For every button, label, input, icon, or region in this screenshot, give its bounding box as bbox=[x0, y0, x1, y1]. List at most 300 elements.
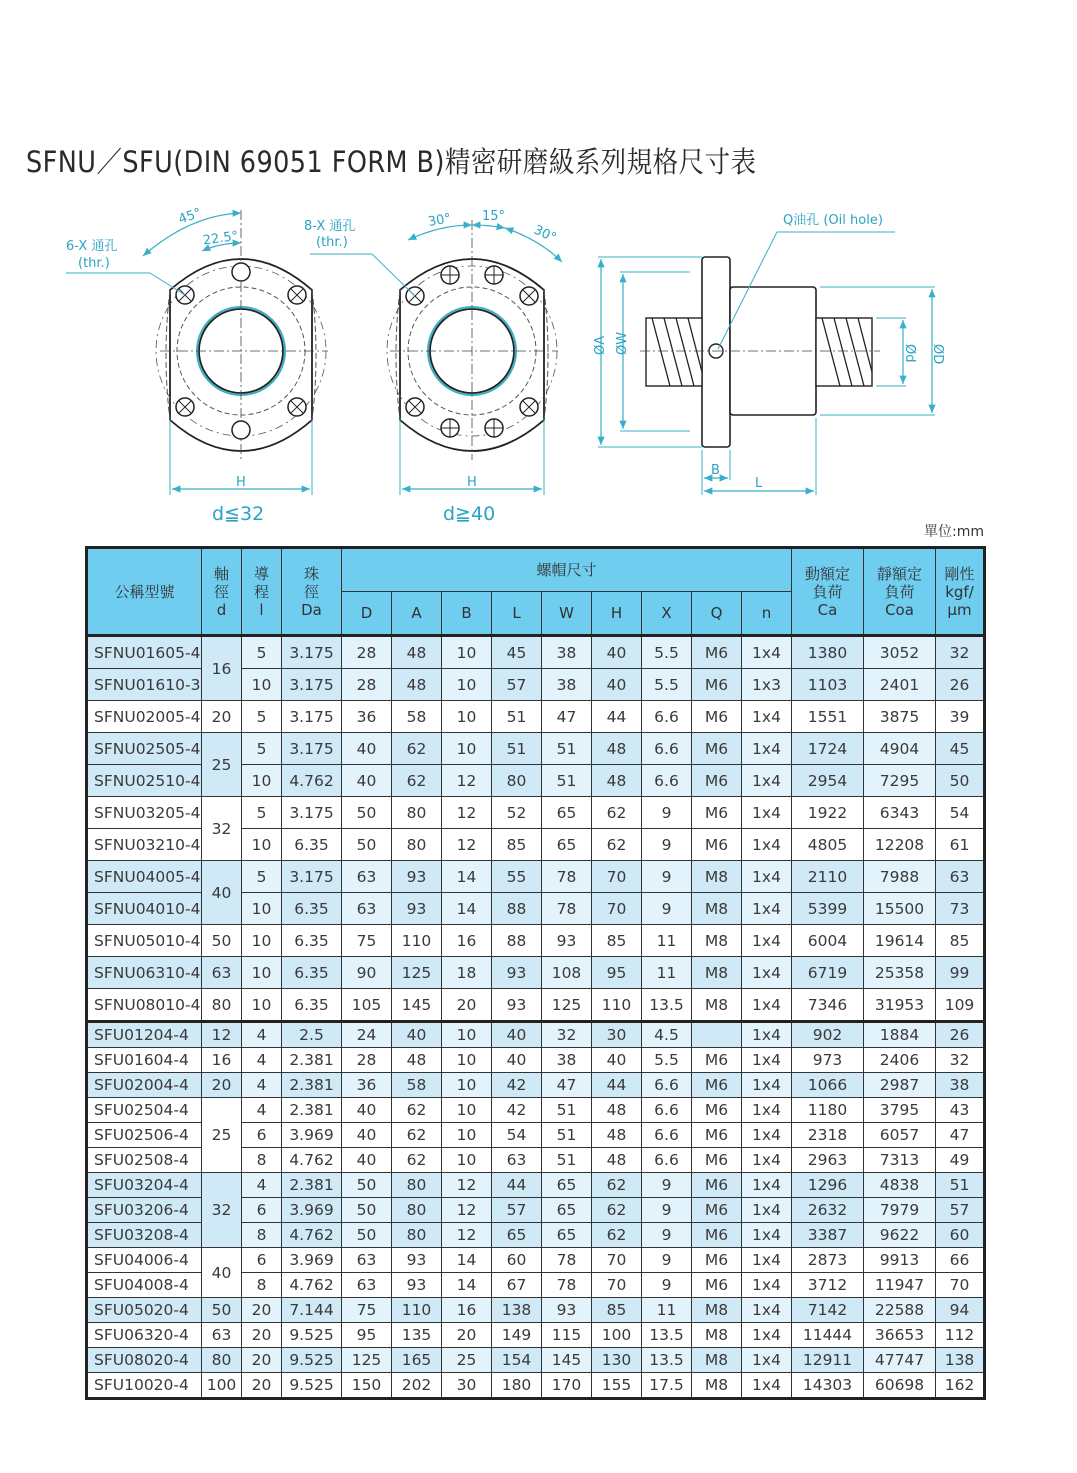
header-nut-col-n: n bbox=[742, 592, 792, 636]
cell-k: 162 bbox=[936, 1373, 985, 1399]
cell-n: 1x4 bbox=[742, 989, 792, 1022]
header-nut-col-b: B bbox=[442, 592, 492, 636]
cell-l: 40 bbox=[492, 1048, 542, 1073]
cell-q: M6 bbox=[692, 1123, 742, 1148]
table-row bbox=[87, 861, 985, 893]
dim-b-label: B bbox=[711, 463, 720, 478]
cell-q bbox=[692, 1022, 742, 1048]
cell-b: 16 bbox=[442, 925, 492, 957]
cell-a: 48 bbox=[392, 636, 442, 669]
cell-coa: 3875 bbox=[864, 701, 936, 733]
cell-model: SFU01204-4 bbox=[87, 1022, 202, 1048]
cell-a: 62 bbox=[392, 1098, 442, 1123]
cell-l: 4 bbox=[242, 1098, 282, 1123]
cell-d: 28 bbox=[342, 669, 392, 701]
dim-d-large-label: ØD bbox=[930, 344, 945, 365]
cell-l: 20 bbox=[242, 1348, 282, 1373]
cell-k: 85 bbox=[936, 925, 985, 957]
cell-l: 180 bbox=[492, 1373, 542, 1399]
cell-coa: 2406 bbox=[864, 1048, 936, 1073]
cell-n: 1x4 bbox=[742, 636, 792, 669]
cell-x: 11 bbox=[642, 925, 692, 957]
cell-da: 3.175 bbox=[282, 636, 342, 669]
cell-model: SFU10020-4 bbox=[87, 1373, 202, 1399]
cell-l: 138 bbox=[492, 1298, 542, 1323]
cell-k: 109 bbox=[936, 989, 985, 1022]
cell-n: 1x3 bbox=[742, 669, 792, 701]
cell-d: 40 bbox=[342, 1123, 392, 1148]
cell-h: 62 bbox=[592, 829, 642, 861]
table-row bbox=[87, 636, 985, 669]
cell-ca: 1296 bbox=[792, 1173, 864, 1198]
cell-b: 12 bbox=[442, 797, 492, 829]
cell-d: 90 bbox=[342, 957, 392, 989]
cell-l: 42 bbox=[492, 1098, 542, 1123]
cell-model: SFNU03210-4 bbox=[87, 829, 202, 861]
cell-da: 2.381 bbox=[282, 1048, 342, 1073]
dim-d-small-label: Ød bbox=[902, 344, 917, 363]
cell-l: 85 bbox=[492, 829, 542, 861]
cell-q: M8 bbox=[692, 925, 742, 957]
cell-k: 54 bbox=[936, 797, 985, 829]
cell-q: M6 bbox=[692, 669, 742, 701]
cell-coa: 7979 bbox=[864, 1198, 936, 1223]
cell-b: 12 bbox=[442, 1198, 492, 1223]
cell-coa: 11947 bbox=[864, 1273, 936, 1298]
header-lead: 導 程 l bbox=[242, 548, 282, 636]
cell-q: M6 bbox=[692, 1248, 742, 1273]
cell-l: 10 bbox=[242, 989, 282, 1022]
cell-h: 62 bbox=[592, 1198, 642, 1223]
cell-n: 1x4 bbox=[742, 1098, 792, 1123]
cell-ca: 2110 bbox=[792, 861, 864, 893]
cell-model: SFNU01610-3 bbox=[87, 669, 202, 701]
cell-a: 93 bbox=[392, 893, 442, 925]
cell-da: 3.969 bbox=[282, 1198, 342, 1223]
cell-a: 125 bbox=[392, 957, 442, 989]
cell-ca: 4805 bbox=[792, 829, 864, 861]
cell-h: 95 bbox=[592, 957, 642, 989]
cell-shaft-diameter: 12 bbox=[202, 1022, 242, 1048]
cell-w: 170 bbox=[542, 1373, 592, 1399]
cell-model: SFU04006-4 bbox=[87, 1248, 202, 1273]
cell-b: 20 bbox=[442, 989, 492, 1022]
cell-d: 105 bbox=[342, 989, 392, 1022]
angle-15-label: 15° bbox=[482, 209, 506, 224]
cell-k: 66 bbox=[936, 1248, 985, 1273]
cell-l: 10 bbox=[242, 765, 282, 797]
header-nut-col-a: A bbox=[392, 592, 442, 636]
cell-shaft-diameter: 20 bbox=[202, 701, 242, 733]
cell-da: 3.969 bbox=[282, 1248, 342, 1273]
cell-da: 2.381 bbox=[282, 1073, 342, 1098]
cell-model: SFU05020-4 bbox=[87, 1298, 202, 1323]
cell-b: 10 bbox=[442, 1073, 492, 1098]
cell-ca: 3712 bbox=[792, 1273, 864, 1298]
cell-l: 60 bbox=[492, 1248, 542, 1273]
cell-da: 3.175 bbox=[282, 669, 342, 701]
cell-k: 138 bbox=[936, 1348, 985, 1373]
cell-shaft-diameter: 32 bbox=[202, 797, 242, 861]
cell-b: 10 bbox=[442, 1022, 492, 1048]
cell-k: 70 bbox=[936, 1273, 985, 1298]
cell-d: 75 bbox=[342, 1298, 392, 1323]
ball-nut-side-view bbox=[598, 232, 935, 495]
cell-model: SFNU01605-4 bbox=[87, 636, 202, 669]
cell-l: 6 bbox=[242, 1248, 282, 1273]
cell-da: 6.35 bbox=[282, 829, 342, 861]
cell-ca: 6719 bbox=[792, 957, 864, 989]
cell-n: 1x4 bbox=[742, 1323, 792, 1348]
cell-ca: 11444 bbox=[792, 1323, 864, 1348]
cell-ca: 1551 bbox=[792, 701, 864, 733]
cell-coa: 47747 bbox=[864, 1348, 936, 1373]
cell-coa: 4904 bbox=[864, 733, 936, 765]
cell-h: 44 bbox=[592, 701, 642, 733]
cell-l: 88 bbox=[492, 925, 542, 957]
cell-coa: 25358 bbox=[864, 957, 936, 989]
cell-coa: 31953 bbox=[864, 989, 936, 1022]
cell-d: 50 bbox=[342, 1223, 392, 1248]
cell-h: 44 bbox=[592, 1073, 642, 1098]
cell-d: 40 bbox=[342, 733, 392, 765]
table-row bbox=[87, 1323, 985, 1348]
cell-shaft-diameter: 50 bbox=[202, 925, 242, 957]
cell-l: 5 bbox=[242, 733, 282, 765]
cell-w: 65 bbox=[542, 797, 592, 829]
cell-q: M6 bbox=[692, 765, 742, 797]
technical-drawings bbox=[0, 195, 1077, 540]
cell-coa: 4838 bbox=[864, 1173, 936, 1198]
cell-x: 6.6 bbox=[642, 1123, 692, 1148]
cell-k: 26 bbox=[936, 1022, 985, 1048]
cell-coa: 3052 bbox=[864, 636, 936, 669]
cell-l: 8 bbox=[242, 1273, 282, 1298]
cell-model: SFNU02505-4 bbox=[87, 733, 202, 765]
cell-q: M6 bbox=[692, 636, 742, 669]
cell-d: 28 bbox=[342, 1048, 392, 1073]
cell-l: 4 bbox=[242, 1048, 282, 1073]
header-nut-col-d: D bbox=[342, 592, 392, 636]
cell-h: 40 bbox=[592, 1048, 642, 1073]
cell-x: 11 bbox=[642, 957, 692, 989]
cell-w: 65 bbox=[542, 1223, 592, 1248]
cell-a: 80 bbox=[392, 1198, 442, 1223]
cell-b: 10 bbox=[442, 733, 492, 765]
cell-b: 10 bbox=[442, 701, 492, 733]
cell-n: 1x4 bbox=[742, 925, 792, 957]
cell-q: M6 bbox=[692, 1148, 742, 1173]
cell-n: 1x4 bbox=[742, 1298, 792, 1323]
header-nut-dimensions: 螺帽尺寸 bbox=[342, 548, 792, 592]
cell-w: 78 bbox=[542, 1248, 592, 1273]
cell-l: 6 bbox=[242, 1123, 282, 1148]
cell-w: 38 bbox=[542, 1048, 592, 1073]
cell-l: 45 bbox=[492, 636, 542, 669]
cell-a: 62 bbox=[392, 765, 442, 797]
cell-x: 13.5 bbox=[642, 1348, 692, 1373]
header-nut-col-l: L bbox=[492, 592, 542, 636]
cell-k: 32 bbox=[936, 636, 985, 669]
cell-ca: 2632 bbox=[792, 1198, 864, 1223]
cell-x: 9 bbox=[642, 1248, 692, 1273]
cell-a: 93 bbox=[392, 861, 442, 893]
cell-k: 32 bbox=[936, 1048, 985, 1073]
cell-n: 1x4 bbox=[742, 1048, 792, 1073]
cell-l: 10 bbox=[242, 957, 282, 989]
header-nut-col-h: H bbox=[592, 592, 642, 636]
dim-w-label: ØW bbox=[615, 331, 630, 355]
cell-x: 9 bbox=[642, 861, 692, 893]
cell-l: 93 bbox=[492, 957, 542, 989]
cell-l: 5 bbox=[242, 797, 282, 829]
cell-q: M6 bbox=[692, 829, 742, 861]
angle-22-5-label: 22.5° bbox=[202, 228, 240, 249]
cell-d: 75 bbox=[342, 925, 392, 957]
cell-model: SFU01604-4 bbox=[87, 1048, 202, 1073]
cell-l: 10 bbox=[242, 669, 282, 701]
cell-model: SFU06320-4 bbox=[87, 1323, 202, 1348]
cell-h: 62 bbox=[592, 1223, 642, 1248]
cell-ca: 973 bbox=[792, 1048, 864, 1073]
cell-d: 50 bbox=[342, 1173, 392, 1198]
cell-n: 1x4 bbox=[742, 1223, 792, 1248]
cell-l: 20 bbox=[242, 1323, 282, 1348]
cell-shaft-diameter: 50 bbox=[202, 1298, 242, 1323]
cell-n: 1x4 bbox=[742, 797, 792, 829]
cell-w: 93 bbox=[542, 1298, 592, 1323]
cell-ca: 1922 bbox=[792, 797, 864, 829]
cell-w: 51 bbox=[542, 1148, 592, 1173]
cell-l: 149 bbox=[492, 1323, 542, 1348]
cell-coa: 3795 bbox=[864, 1098, 936, 1123]
cell-l: 10 bbox=[242, 829, 282, 861]
cell-shaft-diameter: 63 bbox=[202, 1323, 242, 1348]
cell-d: 50 bbox=[342, 1198, 392, 1223]
page-title: SFNU／SFU(DIN 69051 FORM B)精密研磨級系列規格尺寸表 bbox=[26, 145, 757, 179]
cell-k: 26 bbox=[936, 669, 985, 701]
cell-shaft-diameter: 20 bbox=[202, 1073, 242, 1098]
cell-coa: 19614 bbox=[864, 925, 936, 957]
cell-b: 12 bbox=[442, 829, 492, 861]
cell-da: 2.381 bbox=[282, 1098, 342, 1123]
cell-l: 4 bbox=[242, 1073, 282, 1098]
cell-coa: 12208 bbox=[864, 829, 936, 861]
table-row bbox=[87, 1373, 985, 1399]
cell-x: 13.5 bbox=[642, 989, 692, 1022]
table-row bbox=[87, 1348, 985, 1373]
table-row bbox=[87, 957, 985, 989]
cell-shaft-diameter: 32 bbox=[202, 1173, 242, 1248]
cell-ca: 6004 bbox=[792, 925, 864, 957]
cell-da: 4.762 bbox=[282, 765, 342, 797]
cell-model: SFU03206-4 bbox=[87, 1198, 202, 1223]
cell-n: 1x4 bbox=[742, 1022, 792, 1048]
header-nut-col-x: X bbox=[642, 592, 692, 636]
cell-da: 2.5 bbox=[282, 1022, 342, 1048]
cell-coa: 1884 bbox=[864, 1022, 936, 1048]
cell-ca: 1724 bbox=[792, 733, 864, 765]
cell-q: M6 bbox=[692, 1273, 742, 1298]
cell-ca: 1066 bbox=[792, 1073, 864, 1098]
cell-coa: 2401 bbox=[864, 669, 936, 701]
oil-hole-label: Q油孔 (Oil hole) bbox=[783, 213, 883, 228]
cell-q: M6 bbox=[692, 1048, 742, 1073]
cell-n: 1x4 bbox=[742, 1373, 792, 1399]
cell-w: 65 bbox=[542, 1173, 592, 1198]
cell-a: 48 bbox=[392, 669, 442, 701]
cell-a: 93 bbox=[392, 1273, 442, 1298]
cell-x: 5.5 bbox=[642, 1048, 692, 1073]
cell-da: 6.35 bbox=[282, 989, 342, 1022]
cell-q: M6 bbox=[692, 1173, 742, 1198]
cell-w: 51 bbox=[542, 1098, 592, 1123]
cell-l: 67 bbox=[492, 1273, 542, 1298]
cell-b: 16 bbox=[442, 1298, 492, 1323]
cell-ca: 1180 bbox=[792, 1098, 864, 1123]
cell-ca: 2963 bbox=[792, 1148, 864, 1173]
cell-a: 80 bbox=[392, 1173, 442, 1198]
table-row bbox=[87, 701, 985, 733]
cell-x: 6.6 bbox=[642, 765, 692, 797]
cell-w: 65 bbox=[542, 1198, 592, 1223]
table-row bbox=[87, 1173, 985, 1198]
cell-model: SFNU02005-4 bbox=[87, 701, 202, 733]
cell-d: 36 bbox=[342, 1073, 392, 1098]
cell-model: SFNU08010-4 bbox=[87, 989, 202, 1022]
cell-l: 4 bbox=[242, 1173, 282, 1198]
cell-h: 48 bbox=[592, 1098, 642, 1123]
left-h-label: H bbox=[236, 475, 246, 490]
cell-da: 3.175 bbox=[282, 797, 342, 829]
cell-model: SFNU04005-4 bbox=[87, 861, 202, 893]
cell-x: 6.6 bbox=[642, 1098, 692, 1123]
cell-shaft-diameter: 25 bbox=[202, 1098, 242, 1173]
cell-model: SFNU02510-4 bbox=[87, 765, 202, 797]
header-ball-diameter: 珠 徑 Da bbox=[282, 548, 342, 636]
cell-n: 1x4 bbox=[742, 701, 792, 733]
header-nut-col-q: Q bbox=[692, 592, 742, 636]
cell-l: 88 bbox=[492, 893, 542, 925]
cell-x: 9 bbox=[642, 1273, 692, 1298]
cell-x: 6.6 bbox=[642, 1148, 692, 1173]
cell-l: 10 bbox=[242, 925, 282, 957]
cell-n: 1x4 bbox=[742, 733, 792, 765]
cell-a: 145 bbox=[392, 989, 442, 1022]
cell-k: 112 bbox=[936, 1323, 985, 1348]
angle-30-left-label: 30° bbox=[426, 211, 453, 230]
cell-model: SFNU03205-4 bbox=[87, 797, 202, 829]
cell-w: 65 bbox=[542, 829, 592, 861]
cell-shaft-diameter: 40 bbox=[202, 861, 242, 925]
cell-h: 130 bbox=[592, 1348, 642, 1373]
cell-ca: 2954 bbox=[792, 765, 864, 797]
cell-l: 51 bbox=[492, 733, 542, 765]
cell-x: 17.5 bbox=[642, 1373, 692, 1399]
cell-d: 63 bbox=[342, 861, 392, 893]
cell-l: 5 bbox=[242, 861, 282, 893]
cell-ca: 902 bbox=[792, 1022, 864, 1048]
cell-n: 1x4 bbox=[742, 1348, 792, 1373]
cell-d: 63 bbox=[342, 893, 392, 925]
cell-b: 10 bbox=[442, 636, 492, 669]
cell-da: 9.525 bbox=[282, 1373, 342, 1399]
cell-q: M8 bbox=[692, 1298, 742, 1323]
cell-a: 62 bbox=[392, 733, 442, 765]
cell-h: 48 bbox=[592, 765, 642, 797]
cell-x: 9 bbox=[642, 1173, 692, 1198]
cell-l: 42 bbox=[492, 1073, 542, 1098]
cell-w: 115 bbox=[542, 1323, 592, 1348]
cell-w: 51 bbox=[542, 733, 592, 765]
cell-model: SFU03204-4 bbox=[87, 1173, 202, 1198]
table-row bbox=[87, 1022, 985, 1048]
header-shaft-diameter: 軸 徑 d bbox=[202, 548, 242, 636]
cell-l: 65 bbox=[492, 1223, 542, 1248]
cell-l: 52 bbox=[492, 797, 542, 829]
cell-da: 9.525 bbox=[282, 1323, 342, 1348]
cell-x: 6.6 bbox=[642, 733, 692, 765]
cell-n: 1x4 bbox=[742, 1198, 792, 1223]
cell-k: 49 bbox=[936, 1148, 985, 1173]
cell-q: M6 bbox=[692, 733, 742, 765]
right-h-label: H bbox=[467, 475, 477, 490]
cell-l: 93 bbox=[492, 989, 542, 1022]
cell-a: 62 bbox=[392, 1148, 442, 1173]
cell-da: 4.762 bbox=[282, 1223, 342, 1248]
cell-a: 40 bbox=[392, 1022, 442, 1048]
cell-w: 32 bbox=[542, 1022, 592, 1048]
cell-ca: 7346 bbox=[792, 989, 864, 1022]
cell-n: 1x4 bbox=[742, 765, 792, 797]
cell-n: 1x4 bbox=[742, 1273, 792, 1298]
cell-shaft-diameter: 16 bbox=[202, 636, 242, 701]
cell-l: 20 bbox=[242, 1373, 282, 1399]
cell-h: 40 bbox=[592, 669, 642, 701]
left-condition-label: d≦32 bbox=[212, 503, 265, 525]
cell-ca: 3387 bbox=[792, 1223, 864, 1248]
cell-ca: 1103 bbox=[792, 669, 864, 701]
cell-w: 108 bbox=[542, 957, 592, 989]
cell-b: 10 bbox=[442, 1048, 492, 1073]
cell-b: 14 bbox=[442, 1273, 492, 1298]
cell-l: 4 bbox=[242, 1022, 282, 1048]
cell-h: 48 bbox=[592, 1148, 642, 1173]
dim-a-label: ØA bbox=[593, 335, 608, 355]
cell-shaft-diameter: 80 bbox=[202, 1348, 242, 1373]
cell-model: SFU02504-4 bbox=[87, 1098, 202, 1123]
cell-a: 110 bbox=[392, 925, 442, 957]
cell-x: 5.5 bbox=[642, 669, 692, 701]
cell-l: 8 bbox=[242, 1223, 282, 1248]
cell-n: 1x4 bbox=[742, 893, 792, 925]
cell-q: M8 bbox=[692, 1373, 742, 1399]
cell-n: 1x4 bbox=[742, 957, 792, 989]
cell-x: 9 bbox=[642, 1198, 692, 1223]
cell-w: 78 bbox=[542, 893, 592, 925]
cell-h: 85 bbox=[592, 925, 642, 957]
cell-da: 2.381 bbox=[282, 1173, 342, 1198]
cell-a: 80 bbox=[392, 1223, 442, 1248]
cell-a: 110 bbox=[392, 1298, 442, 1323]
cell-shaft-diameter: 63 bbox=[202, 957, 242, 989]
cell-model: SFNU04010-4 bbox=[87, 893, 202, 925]
cell-model: SFU03208-4 bbox=[87, 1223, 202, 1248]
table-row bbox=[87, 1073, 985, 1098]
unit-label: 單位:mm bbox=[924, 524, 984, 540]
cell-shaft-diameter: 100 bbox=[202, 1373, 242, 1399]
cell-l: 5 bbox=[242, 701, 282, 733]
